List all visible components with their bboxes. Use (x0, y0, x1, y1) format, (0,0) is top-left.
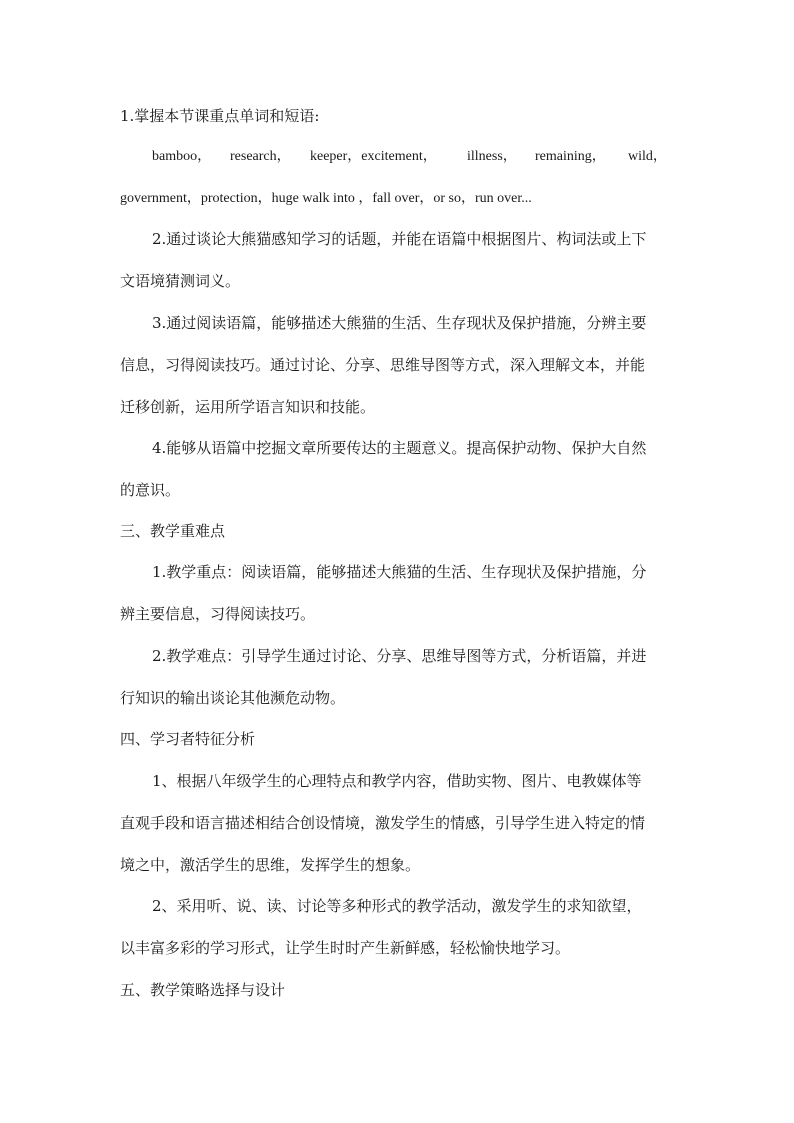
objective-2-line-2: 文语境猜测词义。 (120, 272, 241, 290)
section-4-item-2-line-1: 2、采用听、说、读、讨论等多种形式的教学活动，激发学生的求知欲望， (152, 897, 642, 915)
objective-2-line-1: 2.通过谈论大熊猫感知学习的话题，并能在语篇中根据图片、构词法或上下 (152, 230, 647, 248)
objective-3-line-3: 迁移创新，运用所学语言知识和技能。 (120, 398, 376, 416)
vocab-word: bamboo， (152, 149, 212, 164)
section-3-item-1-line-2: 辨主要信息，习得阅读技巧。 (120, 605, 316, 623)
objective-3-line-1: 3.通过阅读语篇，能够描述大熊猫的生活、生存现状及保护措施，分辨主要 (152, 314, 647, 332)
section-3-item-1-line-1: 1.教学重点：阅读语篇，能够描述大熊猫的生活、生存现状及保护措施，分 (152, 563, 647, 581)
objective-1-heading: 1.掌握本节课重点单词和短语: (120, 107, 320, 125)
section-4-item-1-line-3: 境之中，激活学生的思维，发挥学生的想象。 (120, 856, 421, 874)
objective-4-line-2: 的意识。 (120, 481, 181, 499)
vocab-line-2: government，protection，huge walk into ，fall over，or so，run over... (120, 191, 532, 206)
vocab-word: remaining， (535, 149, 606, 164)
objective-3-line-2: 信息，习得阅读技巧。通过讨论、分享、思维导图等方式，深入理解文本，并能 (120, 356, 646, 374)
section-4-item-2-line-2: 以丰富多彩的学习形式，让学生时时产生新鲜感，轻松愉快地学习。 (120, 939, 571, 957)
vocab-word: keeper，excitement， (310, 149, 437, 164)
section-4-item-1-line-2: 直观手段和语言描述相结合创设情境，激发学生的情感，引导学生进入特定的情 (120, 814, 646, 832)
section-4-item-1-line-1: 1、根据八年级学生的心理特点和教学内容，借助实物、图片、电教媒体等 (152, 772, 642, 790)
section-3-item-2-line-2: 行知识的输出谈论其他濒危动物。 (120, 689, 346, 707)
section-4-heading: 四、学习者特征分析 (120, 730, 256, 748)
section-3-item-2-line-1: 2.教学难点：引导学生通过讨论、分享、思维导图等方式，分析语篇，并进 (152, 647, 647, 665)
vocab-word: wild， (628, 149, 667, 164)
objective-4-line-1: 4.能够从语篇中挖掘文章所要传达的主题意义。提高保护动物、保护大自然 (152, 439, 647, 457)
vocab-word: illness， (467, 149, 517, 164)
vocab-word: research， (230, 149, 291, 164)
section-3-heading: 三、教学重难点 (120, 522, 226, 540)
section-5-heading: 五、教学策略选择与设计 (120, 981, 286, 999)
